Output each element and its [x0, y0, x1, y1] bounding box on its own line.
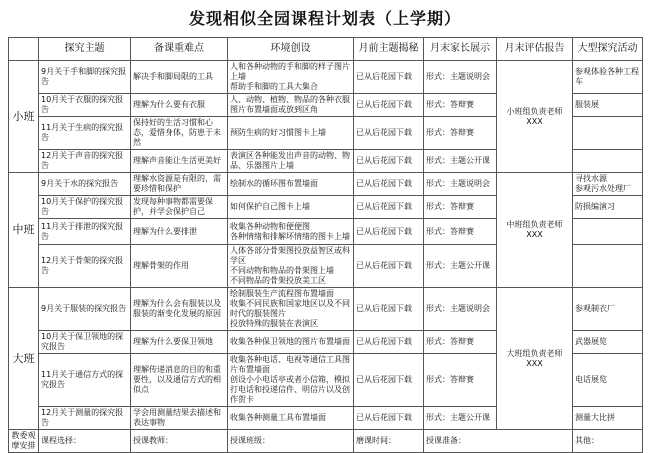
- activity-cell: 测量大比拼: [573, 407, 643, 430]
- reveal-cell: 已从后花园下载: [354, 173, 424, 196]
- table-row: [9, 173, 643, 196]
- difficulty-cell: 解决手和脚局限的工具: [131, 61, 228, 94]
- parent-show-cell: 形式：答辩赛: [424, 219, 497, 245]
- page-title: 发现相似全园课程计划表（上学期）: [188, 9, 461, 28]
- activity-cell: 武器展览: [573, 331, 643, 354]
- activity-cell: 寻找水源 参观污水处理厂: [573, 173, 643, 196]
- activity-cell: 电话展览: [573, 354, 643, 407]
- topic-cell: 9月关于手和脚的探究报告: [39, 61, 131, 94]
- environment-cell: 人和各种动物的手和脚的样子图片上墙 帮助手和脚的工具大集合: [228, 61, 354, 94]
- difficulty-cell: 理解为什么要保卫领地: [131, 331, 228, 354]
- header-environment: 环境创设: [228, 38, 354, 61]
- environment-cell: 收集各种动物和便便图 各种情绪和排解坏情绪的图卡上墙: [228, 219, 354, 245]
- header-topic: 探究主题: [39, 38, 131, 61]
- environment-cell: 人、动物、植物、物品的各种衣服图片布置墙面或放到区角: [228, 94, 354, 117]
- footer-label: 教委观摩安排: [9, 430, 39, 453]
- header-row: [9, 38, 643, 61]
- parent-show-cell: 形式：主题说明会: [424, 288, 497, 331]
- difficulty-cell: 理解传递消息的目的和重要性，以及通信方式的相似点: [131, 354, 228, 407]
- topic-cell: 12月关于测量的探究报告: [39, 407, 131, 430]
- grade-label: 小班: [9, 61, 39, 173]
- topic-cell: 10月关于保卫领地的探究报告: [39, 331, 131, 354]
- activity-cell: 服装展: [573, 94, 643, 117]
- topic-cell: 11月关于通信方式的探究报告: [39, 354, 131, 407]
- footer-other: 其他：: [573, 430, 643, 453]
- difficulty-cell: 理解骨架的作用: [131, 245, 228, 288]
- parent-show-cell: 形式：主题说明会: [424, 173, 497, 196]
- reveal-cell: 已从后花园下载: [354, 288, 424, 331]
- environment-cell: 预防生病的好习惯图卡上墙: [228, 117, 354, 150]
- footer-prep: 授课准备：: [424, 430, 573, 453]
- activity-cell: [573, 245, 643, 288]
- footer-teacher: 授课教师：: [131, 430, 228, 453]
- environment-cell: 收集各种测量工具布置墙面: [228, 407, 354, 430]
- parent-show-cell: 形式：主题说明会: [424, 61, 497, 94]
- environment-cell: 如何保护自己图卡上墙: [228, 196, 354, 219]
- reveal-cell: 已从后花园下载: [354, 150, 424, 173]
- footer-course: 课程选择：: [39, 430, 131, 453]
- header-activity: 大型探究活动: [573, 38, 643, 61]
- parent-show-cell: 形式：主题公开课: [424, 407, 497, 430]
- difficulty-cell: 理解为什么会有服装以及服装的渐变化发展的原因: [131, 288, 228, 331]
- topic-cell: 10月关于衣服的探究报告: [39, 94, 131, 117]
- footer-class: 授课班级：: [228, 430, 354, 453]
- header-evaluation: 月末评估报告: [497, 38, 573, 61]
- footer-row: [9, 430, 643, 453]
- header-reveal: 月前主题揭秘: [354, 38, 424, 61]
- difficulty-cell: 理解为什么要排泄: [131, 219, 228, 245]
- difficulty-cell: 保持好的生活习惯和心态，爱惜身体，防患于未然: [131, 117, 228, 150]
- environment-cell: 绘制水的循环图布置墙面: [228, 173, 354, 196]
- reveal-cell: 已从后花园下载: [354, 354, 424, 407]
- parent-show-cell: 形式：答辩赛: [424, 354, 497, 407]
- topic-cell: 11月关于排泄的探究报告: [39, 219, 131, 245]
- reveal-cell: 已从后花园下载: [354, 245, 424, 288]
- topic-cell: 10月关于保护的探究报告: [39, 196, 131, 219]
- footer-time: 磨课时间：: [354, 430, 424, 453]
- header-parent-show: 月末家长展示: [424, 38, 497, 61]
- topic-cell: 11月关于生病的探究报告: [39, 117, 131, 150]
- reveal-cell: 已从后花园下载: [354, 117, 424, 150]
- difficulty-cell: 理解声音能让生活更美好: [131, 150, 228, 173]
- parent-show-cell: 形式：答辩赛: [424, 331, 497, 354]
- grade-label: 中班: [9, 173, 39, 288]
- reveal-cell: 已从后花园下载: [354, 219, 424, 245]
- parent-show-cell: 形式：主题公开课: [424, 150, 497, 173]
- activity-cell: 参观制衣厂: [573, 288, 643, 331]
- environment-cell: 绘制服装生产流程图布置墙面 收集不同民族和国家地区以及不同时代的服装图片 投放特殊的服装在表演区: [228, 288, 354, 331]
- reveal-cell: 已从后花园下载: [354, 61, 424, 94]
- parent-show-cell: 形式：答辩赛: [424, 94, 497, 117]
- header-difficulty: 备课重难点: [131, 38, 228, 61]
- environment-cell: 表演区各种能发出声音的动物、物品、乐器图片上墙: [228, 150, 354, 173]
- reveal-cell: 已从后花园下载: [354, 94, 424, 117]
- curriculum-table: [8, 37, 643, 453]
- topic-cell: 12月关于骨架的探究报告: [39, 245, 131, 288]
- topic-cell: 9月关于服装的探究报告: [39, 288, 131, 331]
- evaluator-cell: 小班组负责老师 XXX: [497, 61, 573, 173]
- difficulty-cell: 发现每种事物都需要保护，并学会保护自己: [131, 196, 228, 219]
- difficulty-cell: 理解为什么要有衣服: [131, 94, 228, 117]
- activity-cell: 参观体验各种工程车: [573, 61, 643, 94]
- parent-show-cell: 形式：主题公开课: [424, 245, 497, 288]
- topic-cell: 12月关于声音的探究报告: [39, 150, 131, 173]
- reveal-cell: 已从后花园下载: [354, 196, 424, 219]
- difficulty-cell: 理解水资源是有限的，需要珍惜和保护: [131, 173, 228, 196]
- grade-label: 大班: [9, 288, 39, 430]
- parent-show-cell: 形式：答辩赛: [424, 196, 497, 219]
- table-row: [9, 61, 643, 94]
- activity-cell: [573, 150, 643, 173]
- evaluator-cell: 中班组负责老师 XXX: [497, 173, 573, 288]
- evaluator-cell: 大班组负责老师 XXX: [497, 288, 573, 430]
- environment-cell: 收集各种保卫领地的图片布置墙面: [228, 331, 354, 354]
- environment-cell: 收集各种电话、电视等通信工具图片布置墙面 创设小小电话亭或者小信箱，模拟打电话和投递信件、明信片以及创作贺卡: [228, 354, 354, 407]
- activity-cell: [573, 219, 643, 245]
- parent-show-cell: 形式：答辩赛: [424, 117, 497, 150]
- table-row: [9, 288, 643, 331]
- topic-cell: 9月关于水的探究报告: [39, 173, 131, 196]
- difficulty-cell: 学会用测量结果去描述和表达事物: [131, 407, 228, 430]
- corner-cell: [9, 38, 39, 61]
- reveal-cell: 已从后花园下载: [354, 331, 424, 354]
- activity-cell: 防损编演习: [573, 196, 643, 219]
- environment-cell: 人体各部分骨架图投放益智区或科学区 不同动物和物品的骨架图上墙 不同物品的骨架投放美工区: [228, 245, 354, 288]
- activity-cell: [573, 117, 643, 150]
- reveal-cell: 已从后花园下载: [354, 407, 424, 430]
